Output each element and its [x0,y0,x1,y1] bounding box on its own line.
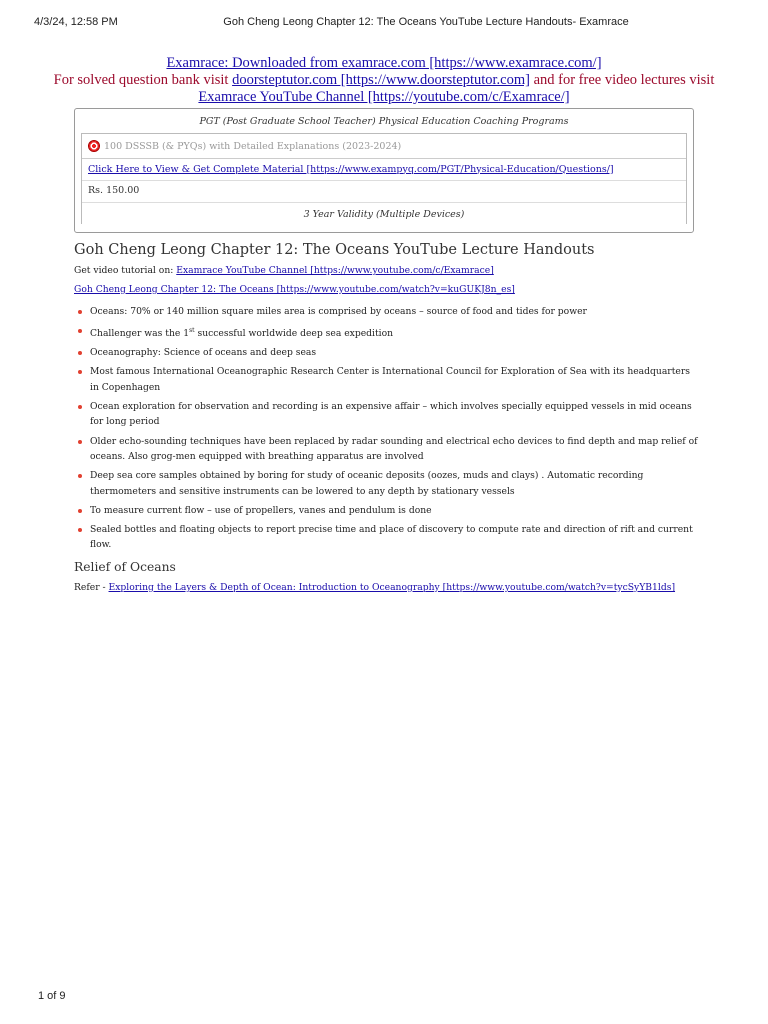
list-item: Older echo-sounding techniques have been replaced by radar sounding and electrical echo devices to find depth and map relief of oceans. Also grog-men equipped with breathing apparatus are involved [74,434,699,465]
chapter-video-link[interactable]: Goh Cheng Leong Chapter 12: The Oceans [https://www.youtube.com/watch?v=kuGUKJ8n_es] [74,284,515,295]
list-item: Ocean exploration for observation and recording is an expensive affair – which involves specially equipped vessels in mid oceans for long period [74,399,699,430]
tutorial-channel-link[interactable]: Examrace YouTube Channel [https://www.youtube.com/c/Examrace] [176,265,494,276]
promo-link-row [82,158,686,179]
view-material-link[interactable]: Click Here to View & Get Complete Material [https://www.exampyq.com/PGT/Physical-Education/Questions/] [88,163,614,175]
promo-price: Rs. 150.00 [82,180,686,199]
list-item: Most famous International Oceanographic Research Center is International Council for Exploration of Sea with its headquarters in Copenhagen [74,364,699,395]
banner-text-prefix: For solved question bank visit [53,72,233,88]
refer-prefix: Refer - [74,581,109,593]
examrace-link[interactable]: Examrace: Downloaded from examrace.com [https://www.examrace.com/] [166,55,602,71]
article-title: Goh Cheng Leong Chapter 12: The Oceans YouTube Lecture Handouts [74,242,595,258]
list-item: Oceans: 70% or 140 million square miles area is comprised by oceans – source of food and tides for power [74,304,699,320]
print-date: 4/3/24, 12:58 PM [34,16,118,28]
list-item: Oceanography: Science of oceans and deep seas [74,345,699,361]
video-line [74,284,699,296]
target-icon [88,140,100,152]
promo-item-row [82,136,686,156]
list-item [74,323,699,342]
article [74,238,699,594]
tutorial-prefix: Get video tutorial on: [74,265,177,276]
promo-item-title: 100 DSSSB (& PYQs) with Detailed Explanations (2023-2024) [104,140,402,152]
top-banner [50,55,718,106]
youtube-channel-link[interactable]: Examrace YouTube Channel [https://youtube.com/c/Examrace/] [198,89,570,105]
banner-text-suffix: and for free video lectures visit [529,72,715,88]
promo-inner [81,133,687,224]
challenger-text-after: successful worldwide deep sea expedition [194,328,394,340]
list-item: To measure current flow – use of propellers, vanes and pendulum is done [74,503,699,519]
promo-validity: 3 Year Validity (Multiple Devices) [82,202,686,225]
refer-line [74,582,699,594]
challenger-text-before: Challenger was the 1 [90,328,190,340]
print-title: Goh Cheng Leong Chapter 12: The Oceans YouTube Lecture Handouts- Examrace [223,16,629,28]
tutorial-line [74,265,699,277]
list-item: Deep sea core samples obtained by boring for study of oceanic deposits (oozes, muds and clays) . Automatic recording thermometers and sensitive instruments can be lowered to any depth by stationary vessels [74,468,699,499]
challenger-superscript: st [189,327,195,335]
bullet-list [74,304,699,553]
promo-box [74,108,694,233]
section-title: Relief of Oceans [74,559,176,574]
oceanography-video-link[interactable]: Exploring the Layers & Depth of Ocean: Introduction to Oceanography [https://www.youtube.com/watch?v=tycSyYB1lds] [108,581,676,593]
page-count: 1 of 9 [38,990,66,1002]
list-item: Sealed bottles and floating objects to report precise time and place of discovery to compute rate and direction of rift and current flow. [74,522,699,553]
doorsteptutor-link[interactable]: doorsteptutor.com [https://www.doorsteptutor.com] [232,72,530,88]
promo-heading: PGT (Post Graduate School Teacher) Physical Education Coaching Programs [199,116,569,127]
